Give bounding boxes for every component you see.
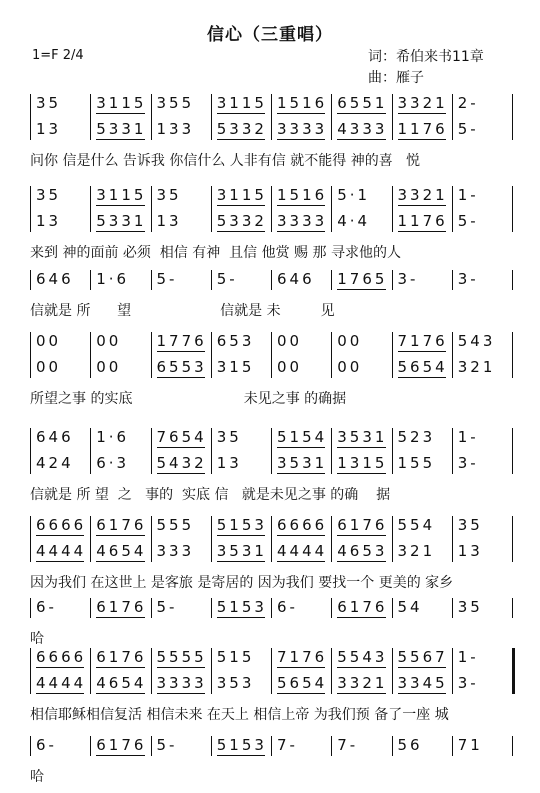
- measure: 3531: [216, 542, 267, 560]
- measure: 5654: [397, 358, 448, 376]
- note-beam: [398, 139, 446, 140]
- measure: 646: [36, 428, 74, 446]
- note-beam: [36, 667, 84, 668]
- measure: 3115: [96, 186, 147, 204]
- measure: 56: [397, 736, 423, 754]
- note-beam: [277, 231, 325, 232]
- barline: [452, 332, 453, 378]
- note-beam: [96, 139, 144, 140]
- measure: 523: [397, 428, 436, 446]
- measure: 00: [36, 332, 62, 350]
- note-beam: [277, 535, 325, 536]
- voice-line: [0, 120, 540, 140]
- barline: [512, 736, 513, 756]
- barline: [90, 94, 91, 140]
- measure: 6176: [96, 736, 147, 754]
- barline: [271, 648, 272, 694]
- measure: 35: [36, 94, 62, 112]
- barline: [30, 270, 31, 290]
- barline: [392, 186, 393, 232]
- measure: 1176: [397, 120, 448, 138]
- measure: 321: [397, 542, 436, 560]
- note-beam: [36, 561, 84, 562]
- measure: 7176: [397, 332, 448, 350]
- measure: 5153: [216, 736, 267, 754]
- measure: 13: [36, 212, 62, 230]
- note-beam: [157, 447, 205, 448]
- voice-line: [0, 454, 540, 474]
- measure: 5153: [216, 598, 267, 616]
- note-beam: [277, 693, 325, 694]
- voice-line: [0, 358, 540, 378]
- barline: [452, 516, 453, 562]
- measure: 333: [156, 542, 195, 560]
- barline: [90, 332, 91, 378]
- voice-line: [0, 186, 540, 206]
- lyrics-text: 因为我们 在这世上 是客旅 是寄居的 因为我们 要找一个 更美的 家乡: [30, 575, 454, 591]
- measure: 7-: [277, 736, 298, 754]
- barline: [392, 332, 393, 378]
- barline: [211, 598, 212, 618]
- note-beam: [96, 535, 144, 536]
- measure: 13: [457, 542, 483, 560]
- measure: 3-: [397, 270, 419, 288]
- lyrics-text: 哈: [30, 631, 44, 647]
- barline: [331, 516, 332, 562]
- note-beam: [398, 113, 446, 114]
- measure: 6-: [36, 736, 57, 754]
- note-beam: [277, 113, 325, 114]
- barline: [392, 516, 393, 562]
- measure: 646: [277, 270, 315, 288]
- measure: 5·1: [337, 186, 371, 204]
- measure: 6666: [36, 648, 87, 666]
- measure: 00: [96, 358, 122, 376]
- barline: [271, 94, 272, 140]
- measure: 6-: [36, 598, 57, 616]
- barline: [211, 648, 212, 694]
- barline: [271, 332, 272, 378]
- measure: 355: [156, 94, 195, 112]
- measure: 353: [216, 674, 255, 692]
- measure: 35: [156, 186, 182, 204]
- measure: 4654: [96, 674, 147, 692]
- measure: 321: [457, 358, 496, 376]
- note-beam: [157, 473, 205, 474]
- measure: 5-: [156, 736, 178, 754]
- measure: 3-: [457, 454, 479, 472]
- barline: [452, 270, 453, 290]
- measure: 5567: [397, 648, 448, 666]
- measure: 424: [36, 454, 74, 472]
- voice-line: [0, 516, 540, 536]
- measure: 5654: [277, 674, 328, 692]
- measure: 4444: [36, 542, 87, 560]
- note-beam: [217, 617, 265, 618]
- barline: [90, 428, 91, 474]
- barline: [392, 270, 393, 290]
- note-beam: [96, 755, 144, 756]
- measure: 515: [216, 648, 255, 666]
- measure: 6176: [96, 648, 147, 666]
- note-beam: [277, 473, 325, 474]
- measure: 35: [36, 186, 62, 204]
- note-beam: [337, 535, 385, 536]
- measure: 3333: [277, 120, 328, 138]
- measure: 6553: [156, 358, 207, 376]
- lyrics-text: 信就是 所 望 之 事的 实底 信 就是未见之事 的确 据: [30, 487, 391, 503]
- barline: [151, 598, 152, 618]
- note-beam: [398, 231, 446, 232]
- note-beam: [398, 667, 446, 668]
- lyrics-text: 信就是 所 望 信就是 未 见: [30, 303, 335, 319]
- note-beam: [217, 535, 265, 536]
- measure: 00: [277, 332, 303, 350]
- measure: 6551: [337, 94, 388, 112]
- measure: 7176: [277, 648, 328, 666]
- lyrics-text: 相信耶稣相信复活 相信未来 在天上 相信上帝 为我们预 备了一座 城: [30, 707, 449, 723]
- measure: 4·4: [337, 212, 371, 230]
- measure: 5-: [216, 270, 238, 288]
- barline: [90, 736, 91, 756]
- note-beam: [277, 561, 325, 562]
- note-beam: [277, 139, 325, 140]
- barline: [512, 428, 513, 474]
- barline: [452, 186, 453, 232]
- measure: 1176: [397, 212, 448, 230]
- note-beam: [337, 473, 385, 474]
- barline: [392, 736, 393, 756]
- note-beam: [398, 205, 446, 206]
- measure: 5432: [156, 454, 207, 472]
- barline: [211, 94, 212, 140]
- measure: 5555: [156, 648, 207, 666]
- barline: [151, 736, 152, 756]
- measure: 7-: [337, 736, 359, 754]
- barline: [90, 598, 91, 618]
- lyrics-text: 所望之事 的实底 未见之事 的确据: [30, 391, 347, 407]
- measure: 1·6: [96, 270, 130, 288]
- barline: [90, 270, 91, 290]
- measure: 155: [397, 454, 436, 472]
- barline: [452, 598, 453, 618]
- measure: 2-: [457, 94, 479, 112]
- voice-line: [0, 674, 540, 694]
- note-beam: [157, 693, 205, 694]
- barline: [452, 736, 453, 756]
- measure: 5331: [96, 120, 147, 138]
- barline: [512, 332, 513, 378]
- barline: [512, 598, 513, 618]
- voice-line: [0, 736, 540, 756]
- measure: 4333: [337, 120, 388, 138]
- note-beam: [337, 693, 385, 694]
- barline: [30, 186, 31, 232]
- measure: 4654: [96, 542, 147, 560]
- measure: 3321: [397, 186, 448, 204]
- note-beam: [217, 755, 265, 756]
- voice-line: [0, 270, 540, 290]
- barline: [452, 428, 453, 474]
- measure: 3115: [96, 94, 147, 112]
- note-beam: [36, 535, 84, 536]
- note-beam: [277, 667, 325, 668]
- barline: [30, 516, 31, 562]
- barline: [151, 428, 152, 474]
- measure: 7654: [156, 428, 207, 446]
- measure: 5153: [216, 516, 267, 534]
- measure: 554: [397, 516, 436, 534]
- voice-line: [0, 598, 540, 618]
- note-beam: [277, 447, 325, 448]
- note-beam: [217, 113, 265, 114]
- barline: [331, 270, 332, 290]
- barline: [392, 94, 393, 140]
- note-beam: [96, 617, 144, 618]
- measure: 13: [36, 120, 62, 138]
- measure: 1-: [457, 186, 479, 204]
- measure: 00: [337, 332, 363, 350]
- song-title: 信心（三重唱）: [207, 25, 333, 45]
- barline: [512, 270, 513, 290]
- barline: [331, 428, 332, 474]
- note-beam: [398, 377, 446, 378]
- note-beam: [157, 351, 205, 352]
- barline: [392, 648, 393, 694]
- barline: [271, 516, 272, 562]
- note-beam: [36, 693, 84, 694]
- measure: 35: [457, 598, 483, 616]
- barline: [271, 736, 272, 756]
- measure: 00: [277, 358, 303, 376]
- voice-line: [0, 648, 540, 668]
- measure: 4653: [337, 542, 388, 560]
- measure: 5543: [337, 648, 388, 666]
- barline: [392, 598, 393, 618]
- note-beam: [217, 561, 265, 562]
- barline: [30, 648, 31, 694]
- measure: 3531: [337, 428, 388, 446]
- barline: [151, 648, 152, 694]
- composer-credit: 曲：雁子: [368, 70, 424, 86]
- lyrics-text: 哈: [30, 769, 44, 785]
- measure: 13: [156, 212, 182, 230]
- note-beam: [277, 205, 325, 206]
- measure: 5-: [156, 270, 178, 288]
- barline: [211, 736, 212, 756]
- measure: 5-: [156, 598, 178, 616]
- measure: 1516: [277, 94, 328, 112]
- measure: 315: [216, 358, 255, 376]
- measure: 543: [457, 332, 496, 350]
- measure: 3321: [337, 674, 388, 692]
- measure: 13: [216, 454, 242, 472]
- barline: [331, 94, 332, 140]
- measure: 1315: [337, 454, 388, 472]
- barline: [151, 94, 152, 140]
- barline: [211, 332, 212, 378]
- barline: [271, 186, 272, 232]
- barline: [30, 332, 31, 378]
- note-beam: [96, 113, 144, 114]
- measure: 3333: [156, 674, 207, 692]
- measure: 54: [397, 598, 423, 616]
- measure: 5331: [96, 212, 147, 230]
- barline: [30, 598, 31, 618]
- barline: [90, 648, 91, 694]
- barline: [452, 648, 453, 694]
- barline: [90, 186, 91, 232]
- measure: 4444: [277, 542, 328, 560]
- measure: 6176: [337, 516, 388, 534]
- barline: [151, 332, 152, 378]
- note-beam: [96, 693, 144, 694]
- measure: 35: [216, 428, 242, 446]
- voice-line: [0, 332, 540, 352]
- measure: 35: [457, 516, 483, 534]
- barline: [211, 270, 212, 290]
- lyrics-text: 来到 神的面前 必须 相信 有神 且信 他赏 赐 那 寻求他的人: [30, 245, 401, 261]
- barline: [211, 516, 212, 562]
- barline: [512, 94, 513, 140]
- measure: 00: [96, 332, 122, 350]
- measure: 3333: [277, 212, 328, 230]
- measure: 6-: [277, 598, 298, 616]
- measure: 133: [156, 120, 195, 138]
- note-beam: [217, 231, 265, 232]
- barline: [151, 186, 152, 232]
- measure: 3-: [457, 270, 479, 288]
- voice-line: [0, 542, 540, 562]
- measure: 555: [156, 516, 195, 534]
- barline: [512, 648, 515, 694]
- barline: [151, 516, 152, 562]
- measure: 00: [337, 358, 363, 376]
- voice-line: [0, 94, 540, 114]
- barline: [331, 186, 332, 232]
- barline: [271, 428, 272, 474]
- measure: 6176: [96, 598, 147, 616]
- measure: 6666: [277, 516, 328, 534]
- measure: 4444: [36, 674, 87, 692]
- lyrics-text: 问你 信是什么 告诉我 你信什么 人非有信 就不能得 神的喜 悦: [30, 153, 421, 169]
- measure: 5332: [216, 212, 267, 230]
- barline: [512, 516, 513, 562]
- measure: 6·3: [96, 454, 130, 472]
- note-beam: [398, 693, 446, 694]
- note-beam: [337, 447, 385, 448]
- measure: 1776: [156, 332, 207, 350]
- note-beam: [217, 205, 265, 206]
- measure: 6666: [36, 516, 87, 534]
- measure: 3531: [277, 454, 328, 472]
- measure: 646: [36, 270, 74, 288]
- note-beam: [96, 205, 144, 206]
- measure: 1·6: [96, 428, 130, 446]
- measure: 5-: [457, 120, 479, 138]
- measure: 3115: [216, 186, 267, 204]
- barline: [452, 94, 453, 140]
- barline: [331, 736, 332, 756]
- measure: 653: [216, 332, 255, 350]
- note-beam: [337, 617, 385, 618]
- measure: 6176: [96, 516, 147, 534]
- note-beam: [337, 113, 385, 114]
- measure: 6176: [337, 598, 388, 616]
- note-beam: [96, 231, 144, 232]
- barline: [30, 736, 31, 756]
- note-beam: [337, 561, 385, 562]
- measure: 3321: [397, 94, 448, 112]
- measure: 3115: [216, 94, 267, 112]
- voice-line: [0, 212, 540, 232]
- note-beam: [96, 667, 144, 668]
- note-beam: [96, 561, 144, 562]
- measure: 1765: [337, 270, 388, 288]
- barline: [211, 428, 212, 474]
- measure: 5154: [277, 428, 328, 446]
- note-beam: [157, 667, 205, 668]
- note-beam: [337, 139, 385, 140]
- measure: 00: [36, 358, 62, 376]
- barline: [30, 94, 31, 140]
- barline: [331, 648, 332, 694]
- barline: [271, 270, 272, 290]
- barline: [211, 186, 212, 232]
- barline: [512, 186, 513, 232]
- note-beam: [157, 377, 205, 378]
- barline: [151, 270, 152, 290]
- barline: [331, 332, 332, 378]
- voice-line: [0, 428, 540, 448]
- measure: 3345: [397, 674, 448, 692]
- barline: [392, 428, 393, 474]
- note-beam: [337, 667, 385, 668]
- measure: 1516: [277, 186, 328, 204]
- barline: [30, 428, 31, 474]
- measure: 5332: [216, 120, 267, 138]
- barline: [331, 598, 332, 618]
- note-beam: [398, 351, 446, 352]
- measure: 71: [457, 736, 483, 754]
- note-beam: [337, 289, 385, 290]
- measure: 1-: [457, 428, 479, 446]
- measure: 5-: [457, 212, 479, 230]
- barline: [271, 598, 272, 618]
- note-beam: [217, 139, 265, 140]
- key-signature: 1=F 2/4: [32, 48, 84, 63]
- barline: [90, 516, 91, 562]
- measure: 3-: [457, 674, 479, 692]
- measure: 1-: [457, 648, 479, 666]
- lyricist-credit: 词：希伯来书11章: [368, 49, 484, 65]
